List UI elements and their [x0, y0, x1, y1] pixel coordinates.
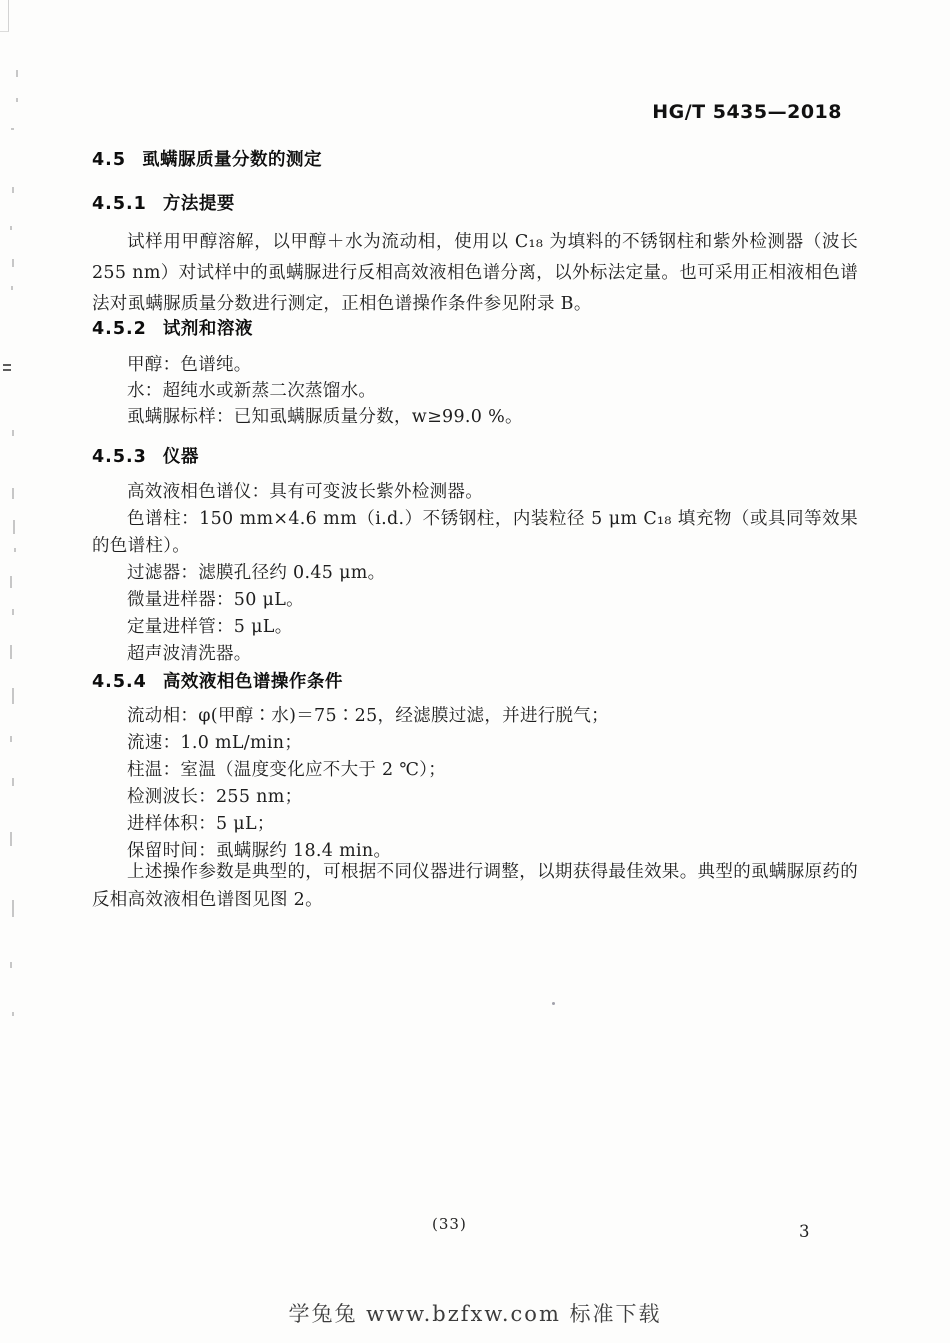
watermark-text: 学兔兔 www.bzfxw.com 标准下载 [288, 1302, 662, 1326]
list-item: 微量进样器：50 μL。 [127, 590, 304, 610]
list-item: 高效液相色谱仪：具有可变波长紫外检测器。 [127, 482, 483, 502]
list-item: 过滤器：滤膜孔径约 0.45 μm。 [127, 563, 386, 583]
closing-paragraph: 上述操作参数是典型的，可根据不同仪器进行调整，以期获得最佳效果。典型的虱螨脲原药的反相高效液相色谱图见图 2。 [92, 862, 858, 910]
section-4-5-1-heading [92, 190, 858, 215]
reagent-list [92, 352, 858, 430]
section-number: 4.5.1 [92, 194, 147, 214]
standard-number: HG/T 5435—2018 [652, 101, 842, 123]
instrument-list [92, 479, 858, 668]
list-item: 定量进样管：5 μL。 [127, 617, 293, 637]
list-item: 保留时间：虱螨脲约 18.4 min。 [127, 841, 392, 861]
page-number: 3 [799, 1222, 810, 1241]
list-item: 柱温：室温（温度变化应不大于 2 ℃）； [127, 760, 447, 780]
page-corner-mark [0, 0, 9, 32]
section-number: 4.5.4 [92, 672, 147, 692]
list-item: 色谱柱：150 mm×4.6 mm（i.d.）不锈钢柱，内装粒径 5 μm C₁₈ 填充物（或具同等效果的色谱柱）。 [92, 509, 858, 556]
section-title: 方法提要 [162, 194, 235, 214]
section-title: 高效液相色谱操作条件 [162, 672, 343, 692]
list-item: 甲醇：色谱纯。 [127, 355, 252, 375]
list-item: 超声波清洗器。 [127, 644, 252, 664]
section-title: 虱螨脲质量分数的测定 [142, 150, 323, 170]
sheet-number: (33) [432, 1215, 467, 1233]
section-number: 4.5.2 [92, 319, 147, 339]
list-item: 检测波长：255 nm； [127, 787, 303, 807]
section-4-5-4-heading [92, 668, 858, 693]
section-4-5-3-heading [92, 443, 858, 468]
section-title: 试剂和溶液 [162, 319, 253, 339]
hplc-conditions-list [92, 703, 858, 865]
section-4-5-heading [92, 146, 858, 171]
section-title: 仪器 [162, 447, 199, 467]
section-number: 4.5.3 [92, 447, 147, 467]
list-item: 进样体积：5 μL； [127, 814, 275, 834]
section-number: 4.5 [92, 150, 127, 170]
list-item: 流动相：φ(甲醇∶水)＝75∶25，经滤膜过滤，并进行脱气； [127, 706, 609, 726]
list-item: 流速：1.0 mL/min； [127, 733, 303, 753]
scan-mark [3, 364, 11, 372]
list-item: 虱螨脲标样：已知虱螨脲质量分数，w≥99.0 %。 [127, 407, 523, 427]
section-4-5-2-heading [92, 315, 858, 340]
method-summary-paragraph: 试样用甲醇溶解，以甲醇＋水为流动相，使用以 C₁₈ 为填料的不锈钢柱和紫外检测器（波长 255 nm）对试样中的虱螨脲进行反相高效液相色谱分离，以外标法定量。也可采用正相液相色谱法对虱螨脲质量分数进行测定，正相色谱操作条件参见附录 B。 [92, 232, 858, 314]
list-item: 水：超纯水或新蒸二次蒸馏水。 [127, 381, 377, 401]
scan-speck [552, 1002, 555, 1005]
